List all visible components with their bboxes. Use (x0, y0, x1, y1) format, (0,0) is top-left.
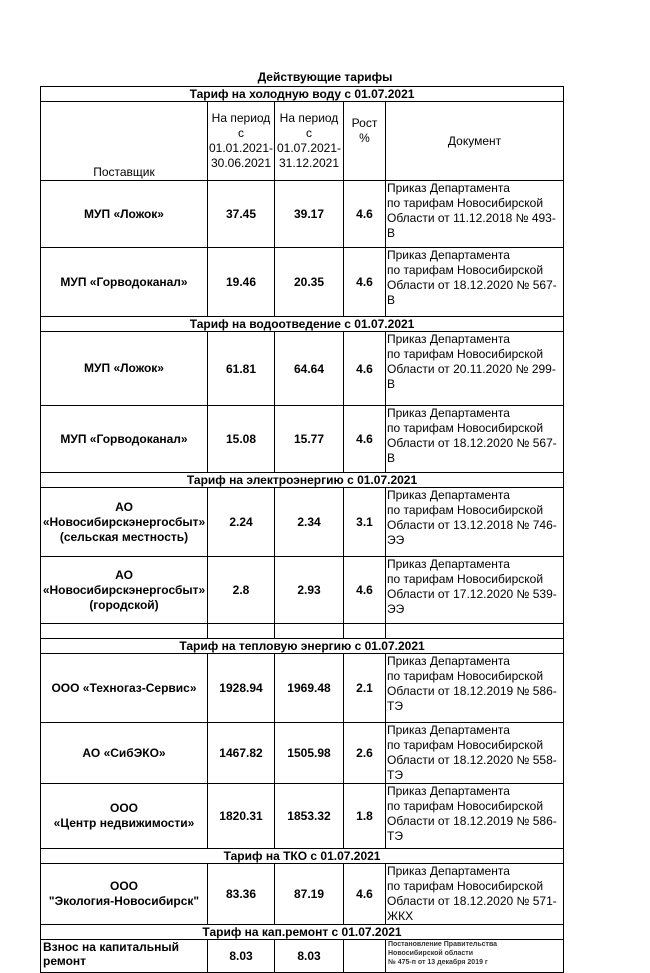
growth-header-line: % (359, 131, 370, 145)
supplier-cell (41, 332, 208, 406)
document-line: В (387, 451, 396, 465)
document-cell (386, 406, 564, 473)
section-row (41, 317, 564, 332)
supplier-cell (41, 723, 208, 784)
supplier-line: МУП «Ложок» (84, 361, 164, 375)
document-line: Постановление Правительства (388, 941, 498, 948)
period1-value: 1467.82 (208, 723, 275, 784)
growth-value: 4.6 (344, 332, 386, 406)
document-line: Области от 18.12.2019 № 586- (387, 684, 557, 698)
section-row (41, 639, 564, 654)
document-line: Области от 13.12.2018 № 746- (387, 518, 557, 532)
document-line: Приказ Департамента (387, 723, 510, 737)
supplier-cell (41, 864, 208, 925)
period1-value: 15.08 (208, 406, 275, 473)
period1-value: 37.45 (208, 181, 275, 248)
supplier-line: АО (115, 567, 133, 582)
supplier-line: ООО (109, 801, 138, 815)
period2-value: 1853.32 (275, 784, 344, 849)
table-row (41, 864, 564, 925)
period2-value: 2.93 (275, 557, 344, 624)
document-header: Документ (386, 102, 564, 181)
period2-value: 64.64 (275, 332, 344, 406)
period2-value: 8.03 (275, 940, 344, 973)
document-line: Области от 18.12.2020 № 571- (387, 894, 557, 908)
document-cell (386, 332, 564, 406)
period1-value: 1928.94 (208, 654, 275, 723)
supplier-cell (41, 784, 208, 849)
period2-header (275, 102, 344, 181)
supplier-line: Взнос на капитальный (43, 940, 180, 954)
document-line: Приказ Департамента (387, 864, 510, 878)
document-line: ЖКХ (387, 909, 414, 923)
document-line: Области от 18.12.2020 № 567- (387, 436, 557, 450)
supplier-cell (41, 557, 208, 624)
period1-value: 2.8 (208, 557, 275, 624)
document-cell (386, 654, 564, 723)
growth-value: 3.1 (344, 488, 386, 557)
growth-value: 4.6 (344, 181, 386, 248)
period1-header-line: 01.01.2021- (208, 141, 274, 155)
document-cell (386, 181, 564, 248)
document-line: Приказ Департамента (387, 181, 510, 195)
document-line: по тарифам Новосибирской (387, 196, 544, 210)
tariffs-table (40, 86, 564, 973)
document-line: по тарифам Новосибирской (387, 503, 544, 517)
section-title: Тариф на кап.ремонт с 01.07.2021 (41, 925, 564, 940)
table-row (41, 332, 564, 406)
document-line: по тарифам Новосибирской (387, 421, 544, 435)
document-line: ЭЭ (387, 602, 405, 616)
document-line: Приказ Департамента (387, 557, 510, 571)
section-row (41, 87, 564, 102)
document-line: Области от 20.11.2020 № 299- (387, 362, 556, 376)
page-title: Действующие тарифы (257, 70, 393, 84)
supplier-line: АО (115, 499, 133, 514)
document-cell (386, 557, 564, 624)
tariffs-table-body (41, 87, 564, 973)
period1-value: 8.03 (208, 940, 275, 973)
section-title: Тариф на электроэнергию с 01.07.2021 (41, 473, 564, 488)
growth-value (344, 940, 386, 973)
table-row (41, 723, 564, 784)
period2-value: 1969.48 (275, 654, 344, 723)
period2-header-line: На период (279, 111, 339, 125)
document-line: В (387, 377, 396, 391)
empty-cell (344, 624, 386, 639)
supplier-line: (сельская местность) (59, 529, 189, 544)
document-line: Области от 18.12.2019 № 586- (387, 814, 557, 828)
document-line: Приказ Департамента (387, 488, 510, 502)
section-title: Тариф на холодную воду с 01.07.2021 (41, 87, 564, 102)
period2-value: 15.77 (275, 406, 344, 473)
document-line: ТЭ (387, 768, 403, 782)
supplier-line: ремонт (43, 954, 87, 968)
period2-value: 87.19 (275, 864, 344, 925)
document-line: по тарифам Новосибирской (387, 347, 544, 361)
growth-header (344, 102, 386, 181)
empty-cell (208, 624, 275, 639)
supplier-cell (41, 181, 208, 248)
supplier-line: «Центр недвижимости» (53, 816, 195, 830)
supplier-cell (41, 248, 208, 317)
document-cell (386, 723, 564, 784)
header-row (41, 102, 564, 181)
document-line: Области от 18.12.2020 № 558- (387, 753, 557, 767)
supplier-line: МУП «Ложок» (84, 206, 164, 221)
period2-header-line: 31.12.2021 (278, 156, 340, 170)
document-line: по тарифам Новосибирской (387, 263, 544, 277)
document-line: по тарифам Новосибирской (387, 572, 544, 586)
supplier-cell (41, 654, 208, 723)
period1-header-line: 30.06.2021 (210, 156, 272, 170)
period1-value: 83.36 (208, 864, 275, 925)
document-line: по тарифам Новосибирской (387, 669, 544, 683)
period1-value: 1820.31 (208, 784, 275, 849)
document-cell (386, 864, 564, 925)
period2-value: 1505.98 (275, 723, 344, 784)
supplier-line: ООО (109, 879, 138, 893)
supplier-cell (41, 406, 208, 473)
table-row (41, 488, 564, 557)
document-line: Приказ Департамента (387, 784, 510, 798)
period1-header (208, 102, 275, 181)
growth-header-line: Рост (351, 116, 378, 130)
period1-header-line: с (238, 126, 244, 140)
period1-value: 19.46 (208, 248, 275, 317)
supplier-line: МУП «Горводоканал» (60, 274, 188, 289)
period2-value: 39.17 (275, 181, 344, 248)
period2-header-line: с (306, 126, 312, 140)
supplier-line: «Новосибирскэнергосбыт» (42, 582, 206, 597)
document-line: по тарифам Новосибирской (387, 738, 544, 752)
period2-value: 2.34 (275, 488, 344, 557)
supplier-line: "Экология-Новосибирск" (48, 894, 200, 908)
document-line: Новосибирской области (388, 950, 474, 957)
document-line: ЭЭ (387, 533, 405, 547)
growth-value: 2.6 (344, 723, 386, 784)
document-line: Области от 17.12.2020 № 539- (387, 587, 557, 601)
document-line: ТЭ (387, 829, 403, 843)
empty-cell (41, 624, 208, 639)
growth-value: 2.1 (344, 654, 386, 723)
section-title: Тариф на тепловую энергию с 01.07.2021 (41, 639, 564, 654)
table-row (41, 406, 564, 473)
document-line: Приказ Департамента (387, 654, 510, 668)
growth-value: 4.6 (344, 557, 386, 624)
document-line: Области от 18.12.2020 № 567- (387, 278, 557, 292)
supplier-line: (городской) (89, 597, 159, 612)
document-line: Области от 11.12.2018 № 493- (387, 211, 556, 225)
growth-value: 1.8 (344, 784, 386, 849)
document-line: Приказ Департамента (387, 332, 510, 346)
empty-cell (275, 624, 344, 639)
period2-header-line: 01.07.2021- (276, 141, 342, 155)
document-cell (386, 784, 564, 849)
period2-value: 20.35 (275, 248, 344, 317)
empty-cell (386, 624, 564, 639)
table-row (41, 557, 564, 624)
document-cell (386, 248, 564, 317)
supplier-line: АО «СибЭКО» (82, 745, 166, 760)
document-line: В (387, 293, 396, 307)
section-title: Тариф на ТКО с 01.07.2021 (41, 849, 564, 864)
document-line: Приказ Департамента (387, 248, 510, 262)
supplier-line: МУП «Горводоканал» (60, 431, 188, 446)
period1-value: 61.81 (208, 332, 275, 406)
growth-value: 4.6 (344, 248, 386, 317)
period1-value: 2.24 (208, 488, 275, 557)
table-row (41, 784, 564, 849)
section-row (41, 849, 564, 864)
section-row (41, 473, 564, 488)
document-cell (386, 940, 564, 973)
section-row (41, 925, 564, 940)
table-row (41, 940, 564, 973)
growth-value: 4.6 (344, 864, 386, 925)
growth-value: 4.6 (344, 406, 386, 473)
supplier-cell (41, 940, 208, 973)
document-line: по тарифам Новосибирской (387, 799, 544, 813)
document-cell (386, 488, 564, 557)
table-row (41, 181, 564, 248)
period1-header-line: На период (211, 111, 271, 125)
supplier-line: ООО «Техногаз-Сервис» (51, 680, 197, 695)
document-line: № 475-п от 13 декабря 2019 г (388, 959, 488, 966)
supplier-cell (41, 488, 208, 557)
table-row (41, 248, 564, 317)
empty-row (41, 624, 564, 639)
document-line: В (387, 226, 396, 240)
document-line: ТЭ (387, 699, 403, 713)
document-line: Приказ Департамента (387, 406, 510, 420)
section-title: Тариф на водоотведение с 01.07.2021 (41, 317, 564, 332)
table-row (41, 654, 564, 723)
supplier-line: «Новосибирскэнергосбыт» (42, 514, 206, 529)
document-line: по тарифам Новосибирской (387, 879, 544, 893)
supplier-header: Поставщик (41, 102, 208, 181)
